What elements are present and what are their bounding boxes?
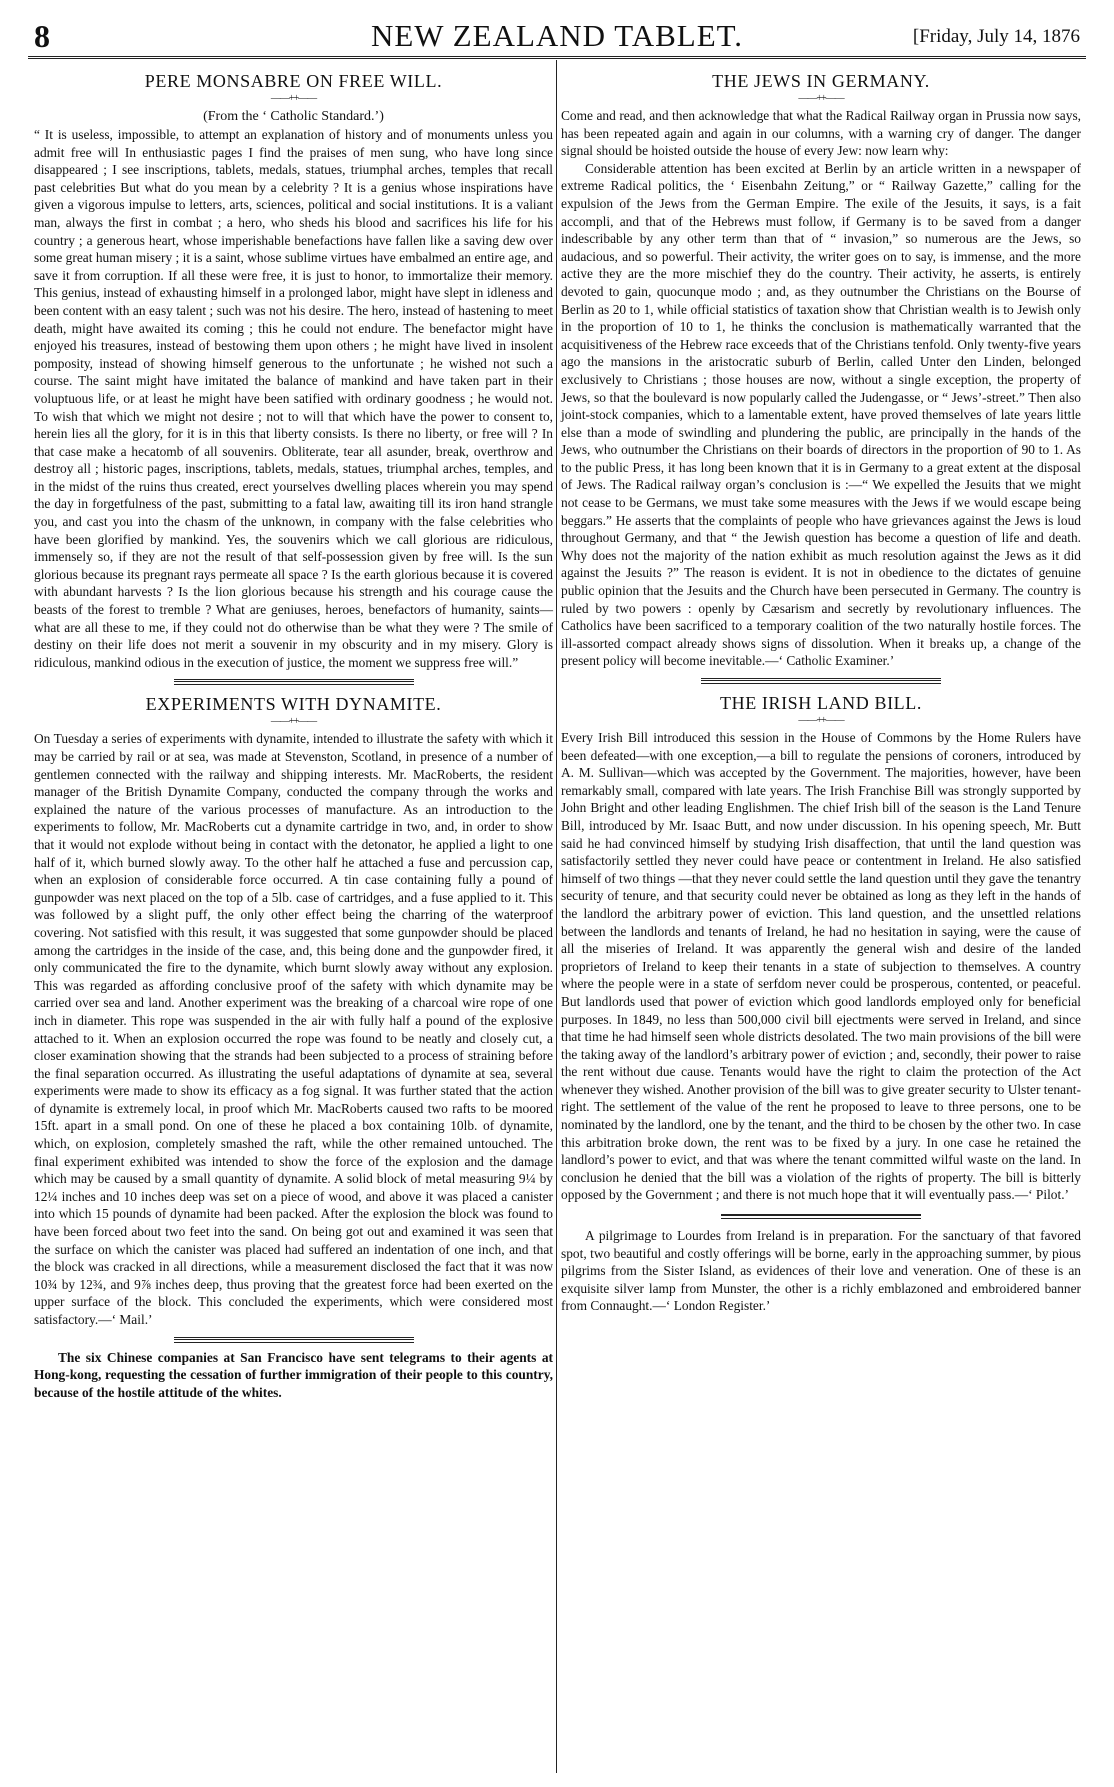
article-chinese <box>28 1349 559 1402</box>
issue-date: [Friday, July 14, 1876 <box>912 26 1080 47</box>
article-title: THE IRISH LAND BILL. <box>720 693 922 713</box>
article-body: The six Chinese companies at San Francisco have sent telegrams to their agents at Hong-kong, requesting the cessation of further immigration of their people to this country, because of the hostile attitude of the whites. <box>34 1349 553 1400</box>
article-title: THE JEWS IN GERMANY. <box>712 71 930 91</box>
ornament: ——++—— <box>798 715 844 726</box>
article-jews <box>555 70 1087 670</box>
article-monsabre <box>28 70 559 671</box>
article-dynamite <box>28 693 559 1328</box>
article-body: Every Irish Bill introduced this session in the House of Commons by the Home Rulers have been defeated—with one exception,—a bill to regulate the pensions of coroners, introduced by A. M. Sullivan—which was accepted by the Government. The majorities, however, have been remarkably small, compared with late years. The Irish Franchise Bill was strongly supported by John Bright and other leading Englishmen. The chief Irish bill of the season is the Land Tenure Bill, introduced by Mr. Isaac Butt, and now under discussion. In his opening speech, Mr. Butt said he had convinced himself by studying Irish disaffection, that until the land question was satisfactorily settled they never could have peace or contentment in Ireland. He also satisfied himself of two things —that they never could settle the land question until they gave the tenantry security of tenure, and that security could never be obtained as long as they left in the hands of the landlord the arbitrary power of eviction. This land question, and the unsettled relations between the landlords and tenants of Ireland, he had no hesitation in saying, were the cause of all the miseries of Ireland. It was apparently the general wish and desire of the landed proprietors of Ireland to keep their tenants in a state of subjection to themselves. A country where the people were in a state of serfdom never could be prosperous, contented, or peaceful. But landlords used that power of eviction which good landlords employed only for beneficial purposes. In 1849, no less than 500,000 civil bill ejectments were served in Ireland, and since that time he had himself seen whole districts desolated. The two main provisions of the bill were the taking away of the landlord’s arbitrary power of eviction ; and, secondly, their power to raise the rent without due cause. Tenants would have the right to claim the protection of the Act whenever they wished. Another provision of the bill was to give greater security to Ulster tenant-right. The settlement of the value of the rent he proposed to leave to three persons, one to be nominated by the landlord, one by the tenant, and the third to be chosen by the other two. In case this arbitration broke down, the rent was to be fixed by a jury. In one case he retained the landlord’s power to evict, and that was where the tenant committed wilful waste on the land. In conclusion he denied that the bill was a violation of the rights of property. The bill is bitterly opposed by the Government ; and there is not much hope that it will eventually pass.—‘ Pilot.’ <box>561 730 1081 1203</box>
article-title: EXPERIMENTS WITH DYNAMITE. <box>145 694 442 715</box>
masthead-rule <box>28 56 1086 59</box>
ornament: ——++—— <box>270 93 317 104</box>
left-column <box>28 62 559 1773</box>
section-separator <box>701 678 941 684</box>
section-separator <box>174 1337 414 1343</box>
section-separator <box>174 679 414 685</box>
article-body: A pilgrimage to Lourdes from Ireland is in preparation. For the sanctuary of that favored spot, two beautiful and costly offerings will be borne, early in the approaching summer, by pious pilgrims from the Sister Island, as evidences of their love and veneration. One of these is an exquisite silver lamp from Munster, the other is a richly emblazoned and embroidered banner from Connaught.—‘ London Register.’ <box>561 1228 1081 1314</box>
newspaper-title: NEW ZEALAND TABLET. <box>370 18 744 53</box>
masthead <box>28 18 1086 54</box>
article-body: On Tuesday a series of experiments with dynamite, intended to illustrate the safety with which it may be carried by rail or at sea, was made at Stevenston, Scotland, in presence of a number of gentlemen connected with the railway and shipping interests. Mr. MacRoberts, the resident manager of the British Dynamite Company, conducted the company through the works and explained the nature of the various processes of manufacture. As an introduction to the experiments to follow, Mr. MacRoberts cut a dynamite cartridge in two, and, in order to show that it would not explode without being in contact with the detonator, he applied a light to one half of it, which burned slowly away. To the other half he attached a fuse and percussion cap, when an explosion of considerable force occurred. A tin case containing fully a pound of gunpowder was next placed on the top of a 5lb. case of cartridges, and a fuse applied to it. This was followed by a slight puff, the only other effect being the charring of the waterproof covering. Not satisfied with this result, it was suggested that some gunpowder should be placed among the cartridges in the inside of the case, and, this being done and the gunpowder fired, it only communicated the fire to the dynamite, which burnt slowly away without any explosion. This was regarded as affording conclusive proof of the safety with which dynamite may be carried over sea and land. Another experiment was the breaking of a charcoal wire rope of one inch in diameter. This rope was suspended in the air with fully half a pound of the explosive attached to it. When an explosion occurred the rope was found to be neatly and closely cut, a closer examination showing that the strands had been subjected to a process of straining before the final separation occurred. As illustrating the useful adaptations of dynamite at sea, several experiments were made to show its efficacy as a fog signal. It was further stated that the action of dynamite is extremely local, in proof which Mr. MacRoberts caused two rafts to be moored 15ft. apart in a small pond. On one of these he placed a box containing 10lb. of dynamite, which, on explosion, completely smashed the raft, while the other remained untouched. The final experiment exhibited was intended to show the force of the explosion and the damage which may be caused by a small quantity of dynamite. A solid block of metal measuring 9¼ by 12¼ inches and 10 inches deep was set on a piece of wood, and above it was placed a canister into which 15 pounds of dynamite had been packed. After the explosion the block was found to have been forced about two feet into the sand. On being got out and examined it was seen that the surface on which the canister was placed had suffered an indentation of one inch, and that the block was cracked in all directions, while a measurement disclosed the fact that it was now 10¾ by 12¾, and 9⅞ inches deep, thus proving that the greatest force had been exerted on the upper surface of the block. This concluded the experiments, which were considered most satisfactory.—‘ Mail.’ <box>34 731 553 1327</box>
article-title: PERE MONSABRE ON FREE WILL. <box>144 71 443 91</box>
article-irish <box>555 692 1087 1204</box>
article-paragraph: Considerable attention has been excited at Berlin by an article written in a newspaper of extreme Radical politics, the ‘ Eisenbahn Zeitung,” or “ Railway Gazette,” calling for the expulsion of the Jews from the German Empire. The exile of the Jesuits, it says, is a fait accompli, and that of the Hebrews must follow, if Germany is to be saved from a danger indescribable by any other term than that of “ invasion,” so numerous are the Jews, so audacious, and so powerful. Their activity, the writer goes on to say, is immense, and the more active they are the more mischief they do the country. Their activity, he asserts, is entirely devoted to gain, quocunque modo ; and, as they outnumber the Christians on the Bourse of Berlin as 20 to 1, while official statistics of taxation show that Christian wealth is to Jewish only in the proportion of 10 to 1, he thinks the conclusion is mathematically warranted that the acquisitiveness of the Hebrew race exceeds that of the Christians tenfold. Only twenty-five years ago the mansions in the aristocratic suburb of Berlin, called Unter den Linden, belonged exclusively to Christians ; those houses are now, without a single exception, the property of Jews, so that the boulevard is now popularly called the Judengasse, or “ Jews’-street.” Then also joint-stock companies, which to a lamentable extent, have proved themselves of late years little else than a mode of swindling and plundering the public, are principally in the hands of the Jews, who outnumber the Christians on their boards of directors in the proportion of 90 to 1. As to the public Press, it has long been known that it is in Germany to a great extent at the disposal of Jews. The Radical railway organ’s conclusion is :—“ We expelled the Jesuits that we might not cease to be Germans, we must take some measures with the Jews if we would escape being beggars.” He asserts that the complaints of people who have grievances against the Jews is loud throughout Germany, and that “ the Jewish question has become a question of life and death. Why does not the majority of the nation exhibit as much resolution against the Jews as it did against the Jesuits ?” The reason is evident. It is not in obedience to the dictates of genuine public opinion that the Jesuits and the Church have been persecuted in Germany. The country is ruled by two powers : openly by Cæsarism and secretly by revolutionary influences. The Catholics have been sacrificed to a temporary coalition of the two naturally hostile forces. The ill-assorted compact already shows signs of dissolution. When it breaks up, a change of the present policy will become inevitable.—‘ Catholic Examiner.’ <box>561 160 1081 669</box>
article-body: “ It is useless, impossible, to attempt an explanation of history and of monuments unless you admit free will In enthusiastic pages I find the praises of men sung, who have long since disappeared ; I see inscriptions, tablets, medals, statues, triumphal arches, temples that recall past celebrities But what do you mean by a celebrity ? It is a genius whose inspirations have given a vigorous impulse to letters, arts, sciences, political and social institutions. It is a valiant man, always the first in combat ; a hero, who sheds his blood and sacrifices his life for his country ; a generous heart, whose imperishable benefactions have fallen like a saving dew over some great human misery ; it is a saint, whose sublime virtues have embalmed an entire age, and save it from corruption. If all these were free, it is just to honor, to immortalize their memory. This genius, instead of exhausting himself in a prolonged labor, might have slept in idleness and been content with an easy talent ; such was not his desire. The hero, instead of hastening to meet death, might have awaited its coming ; this he could not endure. The benefactor might have enjoyed his treasures, instead of bestowing them upon others ; he might have lived in insolent pomposity, instead of showing himself generous to the unfortunate ; he wished not such a course. The saint might have imitated the balance of mankind and have taken part in their voluptuous life, or at least he might have been satified with ordinary goodness ; he would not. To wish that which we might not desire ; not to will that which have the power to consent to, herein lies all the glory, for it is in this that liberty consists. Is there no liberty, or free will ? In that case make a hecatomb of all souvenirs. Obliterate, tear all asunder, break, overthrow and destroy all ; historic pages, inscriptions, tablets, medals, statues, triumphal arches, temples, and in the midst of the ruins thus created, erect yourselves dwelling places wherein you may spend the day in forgetfulness of the past, submitting to a fatal law, awaiting till its iron hand strangle you, and cast you into the chasm of the unknown, in company with the false celebrities who have been glorified by mankind. Yes, the souvenirs which we call glorious are ridiculous, immensely so, if they are not the result of that self-possession given by free will. Is the sun glorious because its pregnant rays permeate all space ? Is the earth glorious because it is covered with abundant harvests ? Is the lion glorious because his strength and his courage cause the beasts of the forest to tremble ? What are geniuses, heroes, benefactors of humanity, saints—what are all these to me, if they could not do otherwise than be what they were ? The smile of destiny on their life does not merit a souvenir in my obscurity and in my misery. Glory is ridiculous, mankind odious in the execution of justice, the moment we suppress free will.” <box>34 127 553 670</box>
page-number: 8 <box>34 18 50 54</box>
right-column <box>555 62 1087 1773</box>
ornament: ——++—— <box>798 93 844 104</box>
article-paragraph: Come and read, and then acknowledge that what the Radical Railway organ in Prussia now says, has been repeated again and again in our columns, with a warning cry of danger. The danger signal should be hoisted outside the house of every Jew: now learn why: <box>561 108 1081 159</box>
article-source: (From the ‘ Catholic Standard.’) <box>203 109 384 124</box>
ornament: ——++—— <box>270 716 317 728</box>
article-lourdes <box>555 1227 1087 1315</box>
section-separator <box>721 1214 921 1219</box>
